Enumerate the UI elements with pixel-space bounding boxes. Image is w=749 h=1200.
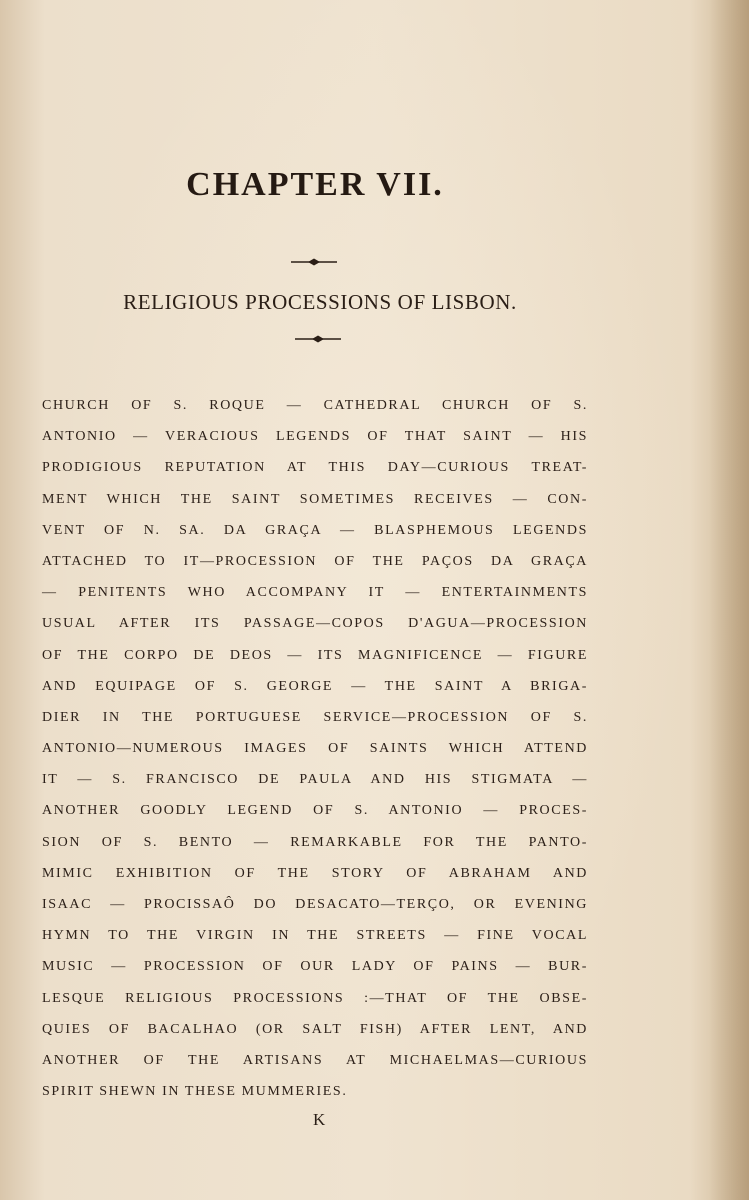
chapter-subtitle: RELIGIOUS PROCESSIONS OF LISBON. — [123, 290, 517, 314]
summary-line: OF THE CORPO DE DEOS — ITS MAGNIFICENCE — FIGURE — [42, 647, 588, 663]
summary-line: QUIES OF BACALHAO (OR SALT FISH) AFTER LENT, AND — [42, 1021, 588, 1037]
summary-line: AND EQUIPAGE OF S. GEORGE — THE SAINT A BRIGA- — [42, 678, 588, 694]
summary-line: MIMIC EXHIBITION OF THE STORY OF ABRAHAM AND — [42, 865, 588, 881]
summary-line: HYMN TO THE VIRGIN IN THE STREETS — FINE VOCAL — [42, 928, 588, 944]
summary-line: PRODIGIOUS REPUTATION AT THIS DAY—CURIOUS TREAT- — [42, 460, 588, 476]
ornament-divider-bottom-icon — [293, 334, 343, 344]
signature-mark: K — [313, 1110, 326, 1129]
summary-line: ISAAC — PROCISSAÔ DO DESACATO—TERÇO, OR EVENING — [42, 897, 588, 912]
summary-line: SION OF S. BENTO — REMARKABLE FOR THE PANTO- — [42, 834, 588, 850]
summary-line: LESQUE RELIGIOUS PROCESSIONS :—THAT OF THE OBSE- — [42, 990, 588, 1006]
ornament-divider-top-icon — [289, 257, 339, 267]
summary-line: ANTONIO — VERACIOUS LEGENDS OF THAT SAINT — HIS — [42, 429, 588, 445]
summary-line: CHURCH OF S. ROQUE — CATHEDRAL CHURCH OF S. — [42, 398, 588, 413]
summary-line: — PENITENTS WHO ACCOMPANY IT — ENTERTAINMENTS — [42, 585, 588, 601]
summary-line: USUAL AFTER ITS PASSAGE—COPOS D'AGUA—PROCESSION — [42, 616, 588, 632]
summary-line: MENT WHICH THE SAINT SOMETIMES RECEIVES — CON- — [42, 491, 588, 507]
summary-line: ANOTHER GOODLY LEGEND OF S. ANTONIO — PROCES- — [42, 803, 588, 819]
summary-line: IT — S. FRANCISCO DE PAULA AND HIS STIGMATA — — [42, 772, 588, 788]
summary-line: ANTONIO—NUMEROUS IMAGES OF SAINTS WHICH ATTEND — [42, 741, 588, 757]
chapter-title: CHAPTER VII. — [186, 166, 444, 203]
summary-line: VENT OF N. SA. DA GRAÇA — BLASPHEMOUS LEGENDS — [42, 522, 588, 538]
summary-line: ATTACHED TO IT—PROCESSION OF THE PAÇOS DA GRAÇA — [42, 553, 588, 569]
summary-line: ANOTHER OF THE ARTISANS AT MICHAELMAS—CURIOUS — [42, 1052, 588, 1068]
summary-line: DIER IN THE PORTUGUESE SERVICE—PROCESSION OF S. — [42, 709, 588, 725]
page-edge-shadow — [709, 0, 749, 1200]
chapter-summary — [42, 390, 588, 1107]
summary-line: MUSIC — PROCESSION OF OUR LADY OF PAINS — BUR- — [42, 959, 588, 975]
summary-line: SPIRIT SHEWN IN THESE MUMMERIES. — [42, 1084, 348, 1100]
